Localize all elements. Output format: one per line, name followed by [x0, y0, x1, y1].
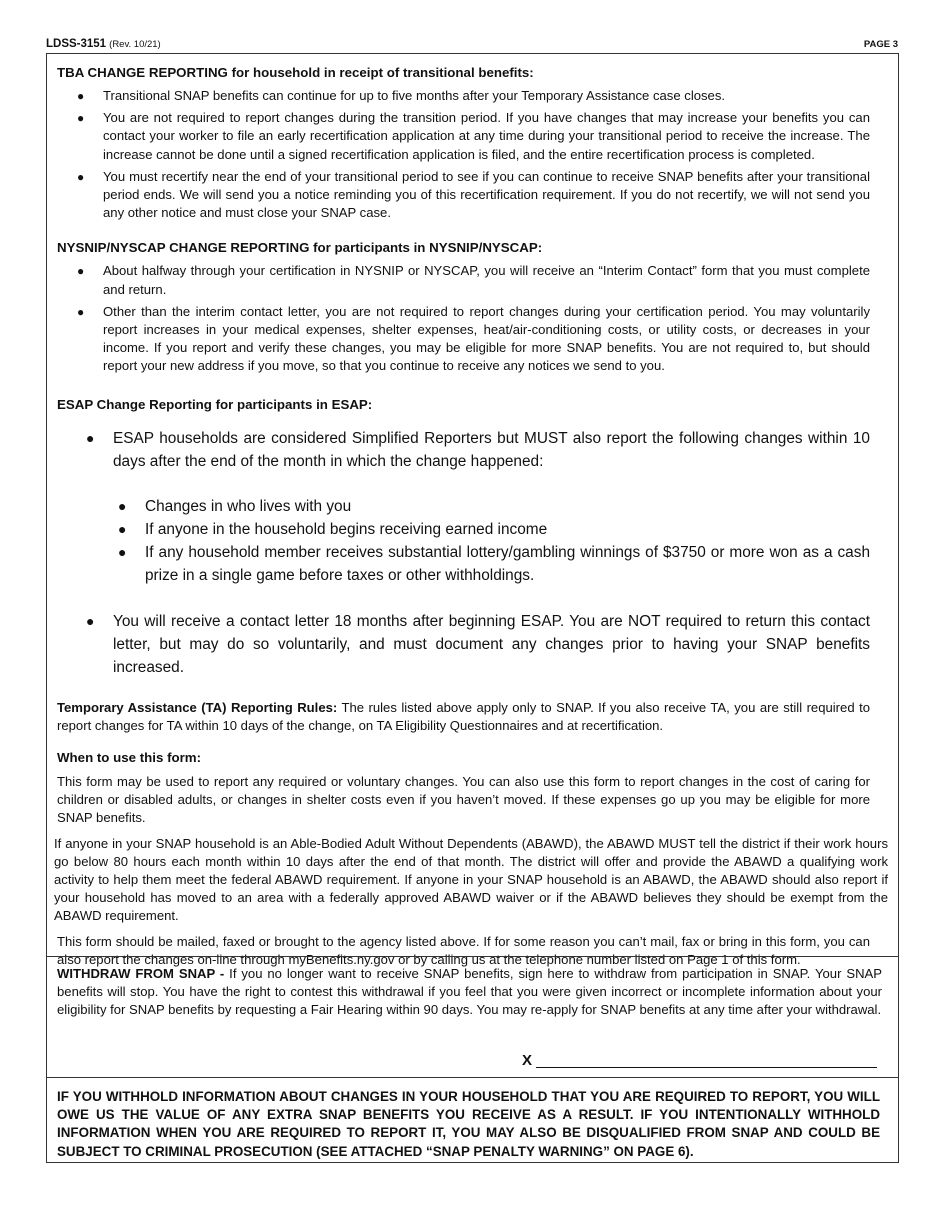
list-item: ● You must recertify near the end of your transitional period to see if you can continue to receive SNAP benefits after your transitional period ends. We will send you a notice reminding you of this recertification requirement. If you do not recertify, we will not send you any other notice and must close your SNAP case. — [77, 168, 870, 221]
withdraw-lead: WITHDRAW FROM SNAP - — [57, 966, 225, 981]
bullet-icon: ● — [77, 264, 85, 279]
ta-rules-lead: Temporary Assistance (TA) Reporting Rules: — [57, 699, 338, 715]
bullet-icon: ● — [77, 111, 85, 126]
tba-bullet-list — [57, 87, 870, 222]
tba-heading: TBA CHANGE REPORTING for household in receipt of transitional benefits: — [57, 65, 534, 80]
list-item: ● You will receive a contact letter 18 months after beginning ESAP. You are NOT required to return this contact letter, but may do so voluntarily, and must document any changes prior to having your SNAP benefits increased. — [57, 610, 870, 679]
withdraw-paragraph: WITHDRAW FROM SNAP - If you no longer want to receive SNAP benefits, sign here to withdraw from participation in SNAP. Your SNAP benefits will stop. You have the right to contest this withdrawal if you feel that you were given incorrect or incomplete information about your eligibility for SNAP benefits by requesting a Fair Hearing within 90 days. You may re-apply for SNAP benefits at any time after your withdrawal. — [57, 966, 883, 1018]
list-item: ● Changes in who lives with you — [57, 495, 870, 518]
page-header — [46, 38, 898, 52]
withdraw-signature-field[interactable] — [522, 1052, 877, 1072]
ta-rules-paragraph: Temporary Assistance (TA) Reporting Rules: The rules listed above apply only to SNAP. If you also receive TA, you are still required to report changes for TA within 10 days of the change, on TA Eligibility Questionnaires and at recertification. — [57, 699, 870, 733]
list-item: ● About halfway through your certification in NYSNIP or NYSCAP, you will receive an “Interim Contact” form that you must complete and return. — [77, 263, 870, 297]
list-item: ● You are not required to report changes during the transition period. If you have changes that may increase your benefits you can contact your worker to file an early recertification application at any time during your transitional period to receive the increase. The increase cannot be done until a signed recertification application is filed, and the entire recertification process is completed. — [77, 110, 870, 162]
bullet-icon: ● — [77, 169, 85, 184]
bullet-icon: ● — [86, 429, 95, 446]
form-content-box — [46, 53, 899, 1163]
reporting-rules-section — [47, 54, 898, 967]
esap-heading: ESAP Change Reporting for participants in ESAP: — [57, 396, 373, 412]
bullet-icon: ● — [118, 497, 127, 514]
esap-bullet-list-2 — [57, 610, 870, 679]
page-number: PAGE 3 — [863, 39, 898, 50]
withdraw-section — [47, 956, 898, 1077]
bullet-icon: ● — [86, 612, 95, 629]
form-revision: (Rev. 10/21) — [109, 39, 161, 50]
penalty-warning-text: IF YOU WITHHOLD INFORMATION ABOUT CHANGES IN YOUR HOUSEHOLD THAT YOU ARE REQUIRED TO REPORT, YOU WILL OWE US THE VALUE OF ANY EXTRA SNAP BENEFITS YOU RECEIVE AS A RESULT. IF YOU INTENTIONALLY WITHHOLD INFORMATION WHEN YOU ARE REQUIRED TO REPORT IT, YOU MAY ALSO BE DISQUALIFIED FROM SNAP AND COULD BE SUBJECT TO CRIMINAL PROSECUTION (SEE ATTACHED “SNAP PENALTY WARNING” ON PAGE 6). — [57, 1089, 880, 1159]
how-to-submit-paragraph: This form should be mailed, faxed or brought to the agency listed above. If for some reason you can’t mail, fax or bring in this form, you can also report the changes on-line through myBenefits.ny.gov or by calling us at the telephone number listed on Page 1 of this form. — [57, 933, 870, 967]
bullet-icon: ● — [77, 304, 85, 319]
bullet-icon: ● — [118, 520, 127, 537]
form-id: LDSS-3151 — [46, 38, 107, 50]
bullet-icon: ● — [77, 89, 85, 103]
esap-bullet-list — [57, 427, 870, 473]
list-item: ● Other than the interim contact letter, you are not required to report changes during your certification period. You may voluntarily report increases in your medical expenses, shelter expenses, heat/air-conditioning costs, or utility costs, or decreases in your income. If you report and verify these changes, you may be eligible for more SNAP benefits. You are not required to, but should report your new address if you move, so that you continue to receive any notices we send to you. — [77, 303, 870, 374]
esap-sub-bullet-list — [57, 495, 870, 587]
abawd-paragraph: If anyone in your SNAP household is an Able-Bodied Adult Without Dependents (ABAWD), the ABAWD MUST tell the district if their work hours go below 80 hours each month within 10 days after the end of that month. The district will offer and provide the ABAWD a qualifying work activity to help them meet the federal ABAWD requirement. If anyone in your SNAP household is an ABAWD, the ABAWD should also report if your household has moved to an area with a federally approved ABAWD waiver or if the ABAWD believes they should be exempt from the ABAWD requirement. — [54, 835, 888, 924]
list-item: ● If any household member receives substantial lottery/gambling winnings of $3750 or more won as a cash prize in a single game before taxes or other withholdings. — [57, 541, 870, 587]
nysnip-heading: NYSNIP/NYSCAP CHANGE REPORTING for participants in NYSNIP/NYSCAP: — [57, 240, 543, 256]
when-paragraph-1: This form may be used to report any required or voluntary changes. You can also use this form to report changes in the cost of caring for children or disabled adults, or changes in shelter costs even if you haven’t moved. If these expenses go up you may be eligible for more SNAP benefits. — [57, 774, 870, 826]
nysnip-bullet-list — [57, 262, 870, 375]
list-item: ● If anyone in the household begins receiving earned income — [57, 518, 870, 541]
list-item: ● ESAP households are considered Simplified Reporters but MUST also report the following changes within 10 days after the end of the month in which the change happened: — [57, 427, 870, 473]
signature-x-mark: X — [522, 1052, 533, 1069]
list-item: ● Transitional SNAP benefits can continue for up to five months after your Temporary Assistance case closes. — [57, 87, 870, 105]
signature-line[interactable] — [536, 1067, 877, 1068]
bullet-icon: ● — [118, 543, 127, 560]
penalty-warning-section — [47, 1077, 898, 1163]
when-to-use-heading: When to use this form: — [57, 750, 202, 766]
